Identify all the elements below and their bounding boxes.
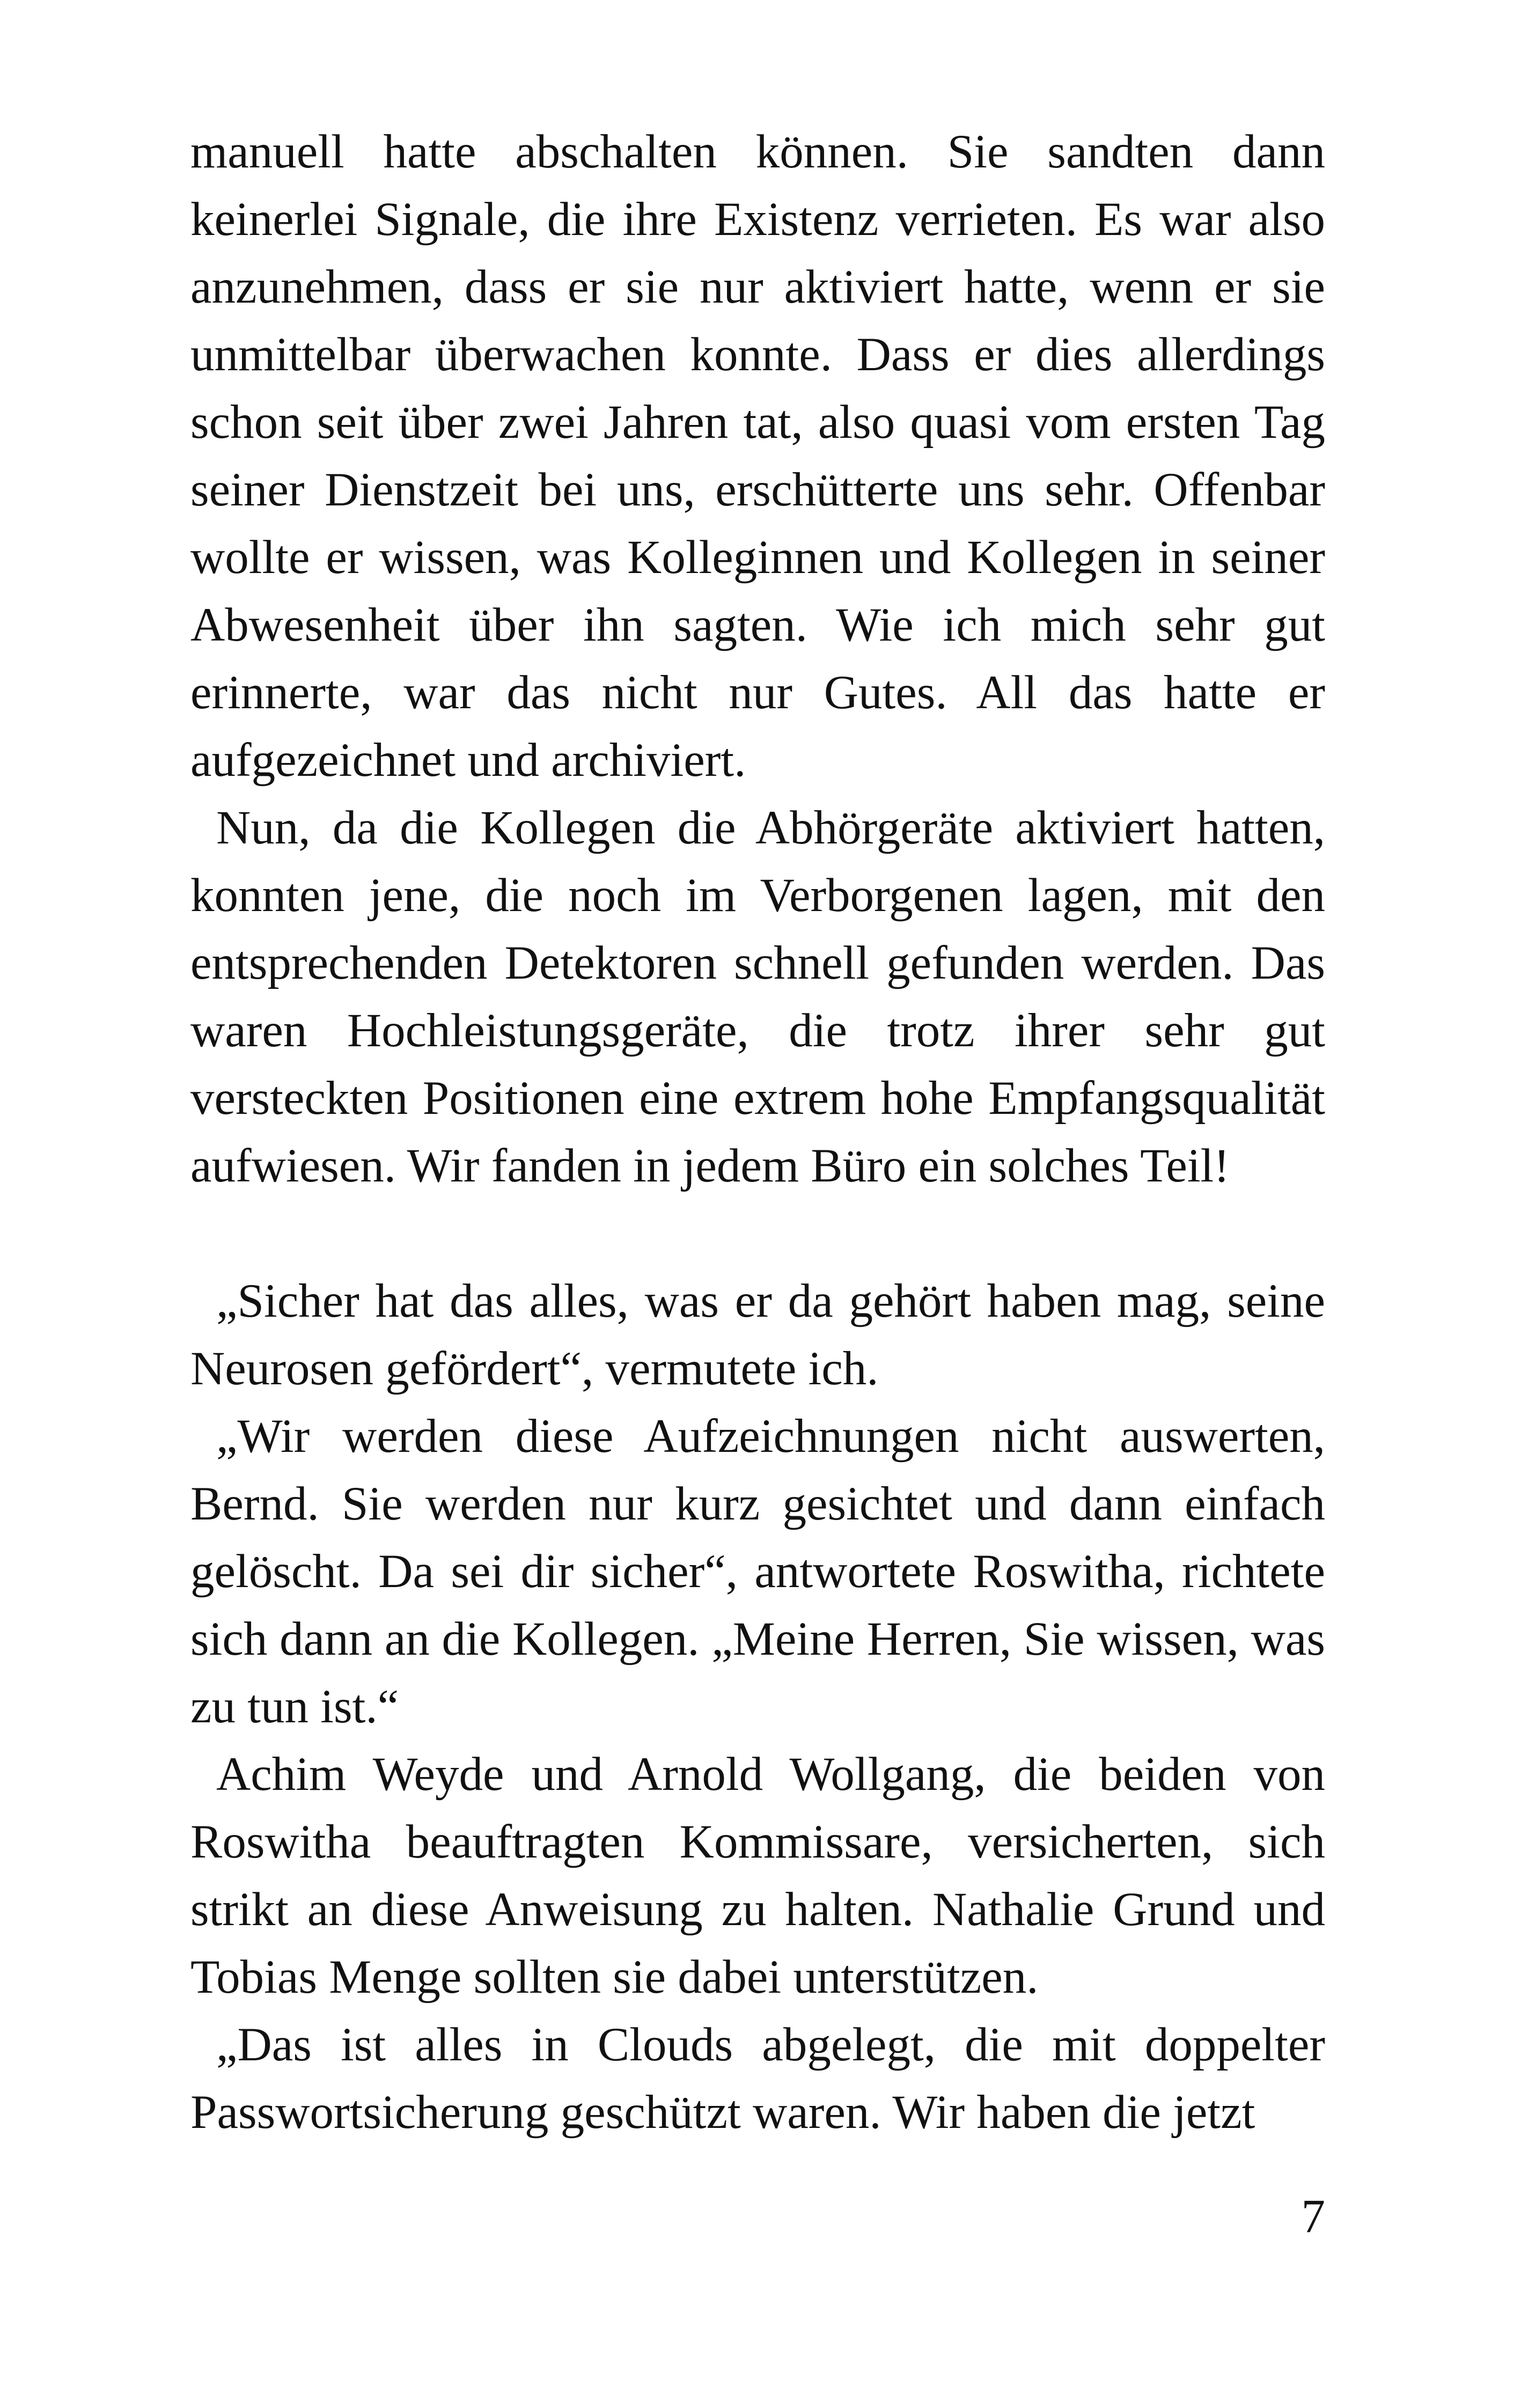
paragraph-1: manuell hatte abschalten können. Sie sandten dann keinerlei Signale, die ihre Existenz verrieten. Es war also anzunehmen, dass er sie nur aktiviert hatte, wenn er sie unmittelbar überwachen konnte. Dass er dies allerdings schon seit über zwei Jahren tat, also quasi vom ersten Tag seiner Dienstzeit bei uns, erschütterte uns sehr. Offenbar wollte er wissen, was Kolleginnen und Kollegen in seiner Abwesenheit über ihn sagten. Wie ich mich sehr gut erinnerte, war das nicht nur Gutes. All das hatte er aufgezeichnet und archiviert.: [190, 126, 1325, 787]
body-text: [190, 118, 1325, 2146]
paragraph-2: Nun, da die Kollegen die Abhörgeräte aktiviert hatten, konnten jene, die noch im Verborgenen lagen, mit den entsprechenden Detektoren schnell gefunden werden. Das waren Hochleistungsgeräte, die trotz ihrer sehr gut versteckten Positionen eine extrem hohe Empfangsqualität aufwiesen. Wir fanden in jedem Büro ein solches Teil!: [190, 802, 1325, 1192]
paragraph-4: „Wir werden diese Aufzeichnungen nicht auswerten, Bernd. Sie werden nur kurz gesichtet und dann einfach gelöscht. Da sei dir sicher“, antwortete Roswitha, richtete sich dann an die Kollegen. „Meine Herren, Sie wissen, was zu tun ist.“: [190, 1410, 1325, 1733]
paragraph-3: „Sicher hat das alles, was er da gehört haben mag, seine Neurosen gefördert“, vermutete ich.: [190, 1275, 1325, 1395]
page-number: 7: [1301, 2190, 1325, 2243]
paragraph-6: „Das ist alles in Clouds abgelegt, die mit doppelter Passwortsicherung geschützt waren. Wir haben die jetzt: [190, 2018, 1325, 2139]
paragraph-5: Achim Weyde und Arnold Wollgang, die beiden von Roswitha beauftragten Kommissare, versicherten, sich strikt an diese Anweisung zu halten. Nathalie Grund und Tobias Menge sollten sie dabei unterstützen.: [190, 1748, 1325, 2003]
